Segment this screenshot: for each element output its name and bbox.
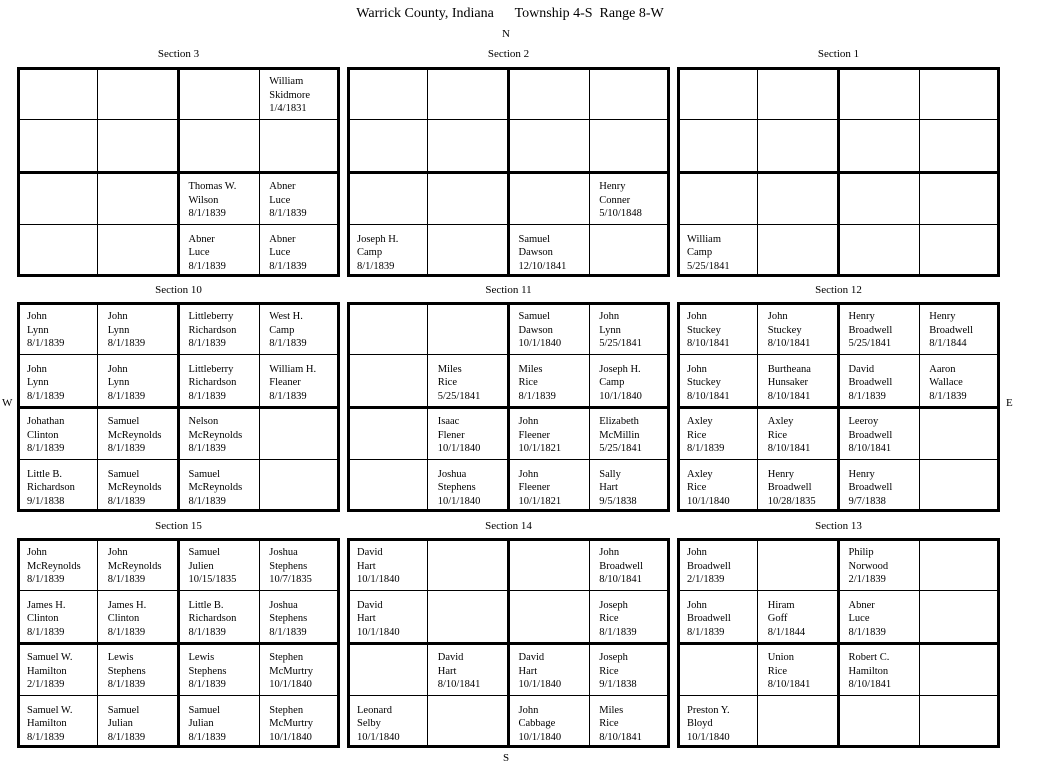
land-entry: Leonard Selby 10/1/1840 [357,704,400,743]
page-title: Warrick County, Indiana Township 4-S Range 8-W [356,6,664,21]
land-entry: David Hart 8/10/1841 [437,652,481,690]
land-entry: John Lynn 8/1/1839 [27,311,65,349]
section-label: Section 1 [817,48,860,60]
land-entry: Joshua Stephens 10/1/1840 [437,468,481,507]
land-entry: Samuel McReynolds 8/1/1839 [107,416,162,454]
grid-line [680,406,997,409]
grid-line [350,459,667,460]
land-entry: Abner Luce 8/1/1839 [269,181,307,219]
grid-line [350,642,667,645]
land-entry: Axley Rice 10/1/1840 [687,468,730,507]
land-entry: John Fleener 10/1/1821 [518,416,562,454]
land-entry: Little B. Richardson 8/1/1839 [188,599,237,638]
land-entry: David Hart 10/1/1840 [357,599,400,638]
land-entry: William H. Fleaner 8/1/1839 [269,363,317,402]
land-entry: Aaron Wallace 8/1/1839 [929,363,967,402]
land-entry: Burtheana Hunsaker 8/10/1841 [767,363,811,402]
land-entry: John McReynolds 8/1/1839 [27,547,81,585]
grid-line [350,171,667,174]
section-label: Section 12 [815,284,862,296]
grid-line [589,70,590,274]
compass-south: S [503,752,510,764]
land-entry: Samuel Julian 8/1/1839 [188,704,226,743]
land-entry: Samuel McReynolds 8/1/1839 [188,468,243,507]
land-entry: Samuel W. Hamilton 2/1/1839 [27,652,73,690]
section-label: Section 14 [485,520,532,532]
compass-east: E [1006,397,1013,409]
land-entry: Robert C. Hamilton 8/10/1841 [848,652,892,690]
compass-north: N [502,28,510,40]
land-entry: John Lynn 8/1/1839 [107,363,146,402]
land-entry: John Lynn 8/1/1839 [107,311,146,349]
land-entry: Leeroy Broadwell 8/10/1841 [848,416,893,454]
land-entry: John Stuckey 8/10/1841 [767,311,811,349]
land-entry: William Skidmore 1/4/1831 [269,76,311,114]
land-entry: John Stuckey 8/10/1841 [687,311,730,349]
land-entry: Little B. Richardson 9/1/1838 [27,468,75,507]
grid-line [259,541,260,745]
grid-line [20,642,337,645]
land-entry: Axley Rice 8/10/1841 [767,416,811,454]
land-entry: Henry Conner 5/10/1848 [599,181,642,219]
grid-line [20,406,337,409]
land-entry: Nelson McReynolds 8/1/1839 [188,416,243,454]
land-entry: Preston Y. Bloyd 10/1/1840 [687,704,730,743]
land-entry: James H. Clinton 8/1/1839 [107,599,147,638]
grid-line [20,695,337,696]
land-entry: John Lynn 8/1/1839 [27,363,65,402]
land-entry: Lewis Stephens 8/1/1839 [188,652,227,690]
land-entry: Philip Norwood 2/1/1839 [848,547,889,585]
land-entry: Isaac Flener 10/1/1840 [437,416,481,454]
grid-line [350,406,667,409]
land-entry: Abner Luce 8/1/1839 [188,233,226,272]
land-entry: Joseph H. Camp 8/1/1839 [357,233,399,272]
section-grid [17,67,340,277]
land-entry: Hiram Goff 8/1/1844 [767,599,806,638]
grid-line [589,541,590,745]
section-label: Section 10 [155,284,202,296]
land-entry: Henry Broadwell 9/7/1838 [848,468,893,507]
section-label: Section 3 [157,48,200,60]
section-grid [677,538,1000,748]
land-entry: Henry Broadwell 8/1/1844 [929,311,973,349]
land-entry: Samuel Dawson 12/10/1841 [518,233,567,272]
section-grid [347,67,670,277]
land-entry: Lewis Stephens 8/1/1839 [107,652,146,690]
section-grid [677,67,1000,277]
land-entry: Littleberry Richardson 8/1/1839 [188,363,237,402]
grid-line [919,70,920,274]
land-entry: Joshua Stephens 8/1/1839 [269,599,308,638]
land-entry: David Hart 10/1/1840 [518,652,562,690]
grid-line [919,541,920,745]
land-entry: Axley Rice 8/1/1839 [687,416,725,454]
compass-west: W [2,397,13,409]
land-entry: John Broadwell 8/1/1839 [687,599,731,638]
land-entry: Elizabeth McMillin 5/25/1841 [599,416,642,454]
grid-line [680,642,997,645]
land-entry: Samuel Dawson 10/1/1840 [518,311,562,349]
land-entry: Littleberry Richardson 8/1/1839 [188,311,237,349]
land-entry: Joseph Rice 8/1/1839 [599,599,637,638]
grid-line [20,459,337,460]
land-entry: Abner Luce 8/1/1839 [848,599,886,638]
land-entry: Henry Broadwell 10/28/1835 [767,468,816,507]
grid-line [20,224,337,225]
land-entry: Miles Rice 8/10/1841 [599,704,642,743]
land-entry: Johathan Clinton 8/1/1839 [27,416,65,454]
section-label: Section 11 [485,284,532,296]
land-entry: Miles Rice 8/1/1839 [518,363,556,402]
section-grid [17,538,340,748]
grid-line [680,224,997,225]
land-entry: Thomas W. Wilson 8/1/1839 [188,181,237,219]
land-entry: Stephen McMurtry 10/1/1840 [269,704,313,743]
land-entry: David Hart 10/1/1840 [357,547,400,585]
grid-line [680,459,997,460]
land-entry: Miles Rice 5/25/1841 [437,363,481,402]
grid-line [259,70,260,274]
section-grid [677,302,1000,512]
land-entry: John Stuckey 8/10/1841 [687,363,730,402]
land-entry: Samuel Julien 10/15/1835 [188,547,237,585]
land-entry: Samuel McReynolds 8/1/1839 [107,468,162,507]
land-entry: Samuel Julian 8/1/1839 [107,704,146,743]
section-label: Section 13 [815,520,862,532]
grid-line [20,171,337,174]
section-grid [347,302,670,512]
grid-line [680,695,997,696]
grid-line [259,305,260,509]
land-entry: John Lynn 5/25/1841 [599,311,642,349]
section-label: Section 15 [155,520,202,532]
land-entry: John Cabbage 10/1/1840 [518,704,562,743]
section-grid [347,538,670,748]
grid-line [919,305,920,509]
land-entry: Stephen McMurtry 10/1/1840 [269,652,313,690]
land-entry: William Camp 5/25/1841 [687,233,730,272]
grid-line [350,695,667,696]
land-entry: West H. Camp 8/1/1839 [269,311,307,349]
land-entry: Joshua Stephens 10/7/1835 [269,547,312,585]
land-entry: Sally Hart 9/5/1838 [599,468,637,507]
land-entry: John Broadwell 8/10/1841 [599,547,643,585]
land-entry: Abner Luce 8/1/1839 [269,233,307,272]
section-label: Section 2 [487,48,530,60]
land-entry: Henry Broadwell 5/25/1841 [848,311,893,349]
land-entry: Union Rice 8/10/1841 [767,652,811,690]
land-entry: John Fleener 10/1/1821 [518,468,562,507]
land-entry: David Broadwell 8/1/1839 [848,363,893,402]
grid-line [350,224,667,225]
land-entry: James H. Clinton 8/1/1839 [27,599,66,638]
land-entry: Samuel W. Hamilton 8/1/1839 [27,704,73,743]
land-entry: Joseph H. Camp 10/1/1840 [599,363,642,402]
grid-line [589,305,590,509]
grid-line [680,171,997,174]
land-entry: Joseph Rice 9/1/1838 [599,652,637,690]
land-entry: John Broadwell 2/1/1839 [687,547,731,585]
land-entry: John McReynolds 8/1/1839 [107,547,162,585]
section-grid [17,302,340,512]
